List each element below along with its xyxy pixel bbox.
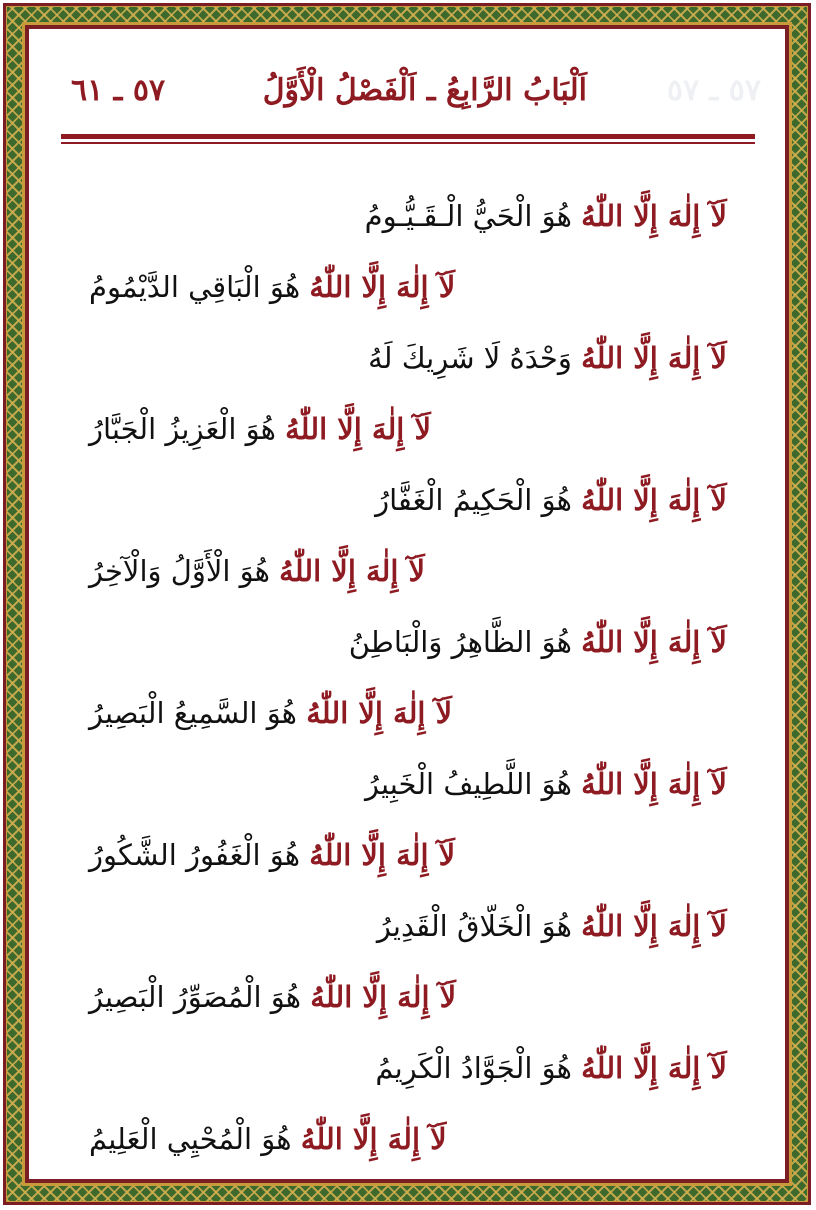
divine-epithet: هُوَ الْمُصَوِّرُ الْبَصِيرُ [89,980,302,1014]
divine-epithet: هُوَ الْحَيُّ الْـقَـيُّـومُ [364,199,572,233]
verse-text [89,1104,447,1175]
verse-line [89,962,727,1033]
verse-line [89,607,727,678]
shahada-phrase: لَآ إِلٰهَ إِلَّا اللّٰهُ [309,838,456,872]
verse-line [89,749,727,820]
verse-line [89,1033,727,1104]
shahada-phrase: لَآ إِلٰهَ إِلَّا اللّٰهُ [581,909,727,943]
divine-epithet: هُوَ السَّمِيعُ الْبَصِيرُ [89,696,297,730]
verse-range: ٥٧ ـ ٦١ [71,73,166,108]
verse-text [375,1033,727,1104]
divine-epithet: هُوَ الْبَاقِي الدَّيْمُومُ [89,270,301,304]
shahada-phrase: لَآ إِلٰهَ إِلَّا اللّٰهُ [306,696,453,730]
verse-text [377,891,727,962]
verse-text [349,607,727,678]
verse-line [89,536,727,607]
verse-line [89,465,727,536]
header-divider-thick [61,134,755,139]
page-frame [3,3,811,1205]
divine-epithet: هُوَ الْجَوَّادُ الْكَرِيمُ [375,1051,572,1085]
header-divider-thin [61,142,755,144]
verse-line [89,323,727,394]
shahada-phrase: لَآ إِلٰهَ إِلَّا اللّٰهُ [581,767,727,801]
verse-line [89,252,727,323]
divine-epithet: هُوَ اللَّطِيفُ الْخَبِيرُ [364,767,572,801]
divine-epithet: هُوَ الْحَكِيمُ الْغَفَّارُ [375,483,572,517]
page-content [29,29,785,1179]
verse-line [89,820,727,891]
shahada-phrase: لَآ إِلٰهَ إِلَّا اللّٰهُ [309,270,456,304]
shahada-phrase: لَآ إِلٰهَ إِلَّا اللّٰهُ [581,1051,727,1085]
verse-text [365,181,727,252]
divine-epithet: هُوَ الْعَزِيزُ الْجَبَّارُ [89,412,276,446]
divine-epithet: هُوَ الْغَفُورُ الشَّكُورُ [89,838,301,872]
verse-text [89,962,456,1033]
shahada-phrase: لَآ إِلٰهَ إِلَّا اللّٰهُ [300,1122,447,1156]
divine-epithet: هُوَ الْمُحْيِي الْعَلِيمُ [89,1122,292,1156]
verse-list [89,181,727,1175]
verse-line [89,678,727,749]
verse-text [375,465,727,536]
verse-text [365,749,727,820]
shahada-phrase: لَآ إِلٰهَ إِلَّا اللّٰهُ [285,412,431,446]
verse-line [89,181,727,252]
verse-text [89,252,455,323]
divine-epithet: وَحْدَهُ لَا شَرِيكَ لَهُ [368,341,572,375]
divine-epithet: هُوَ الظَّاهِرُ وَالْبَاطِنُ [348,625,572,659]
verse-text [368,323,727,394]
shahada-phrase: لَآ إِلٰهَ إِلَّا اللّٰهُ [581,341,727,375]
verse-text [89,678,452,749]
shahada-phrase: لَآ إِلٰهَ إِلَّا اللّٰهُ [581,483,727,517]
verse-text [89,536,425,607]
verse-line [89,891,727,962]
chapter-header [61,73,761,117]
verse-text [89,394,431,465]
shahada-phrase: لَآ إِلٰهَ إِلَّا اللّٰهُ [310,980,457,1014]
verse-line [89,1104,727,1175]
divine-epithet: هُوَ الْخَلّاقُ الْقَدِيرُ [376,909,572,943]
shahada-phrase: لَآ إِلٰهَ إِلَّا اللّٰهُ [581,625,727,659]
chapter-title: اَلْبَابُ الرَّابِعُ ـ اَلْفَصْلُ الْأَوَّلُ [262,73,587,108]
verse-text [89,820,455,891]
divine-epithet: هُوَ الْأَوَّلُ وَالْآخِرُ [89,554,270,588]
shahada-phrase: لَآ إِلٰهَ إِلَّا اللّٰهُ [581,199,727,233]
shahada-phrase: لَآ إِلٰهَ إِلَّا اللّٰهُ [279,554,426,588]
verse-line [89,394,727,465]
ghost-range-text: ٥٧ ـ ٥٧ [666,73,761,108]
